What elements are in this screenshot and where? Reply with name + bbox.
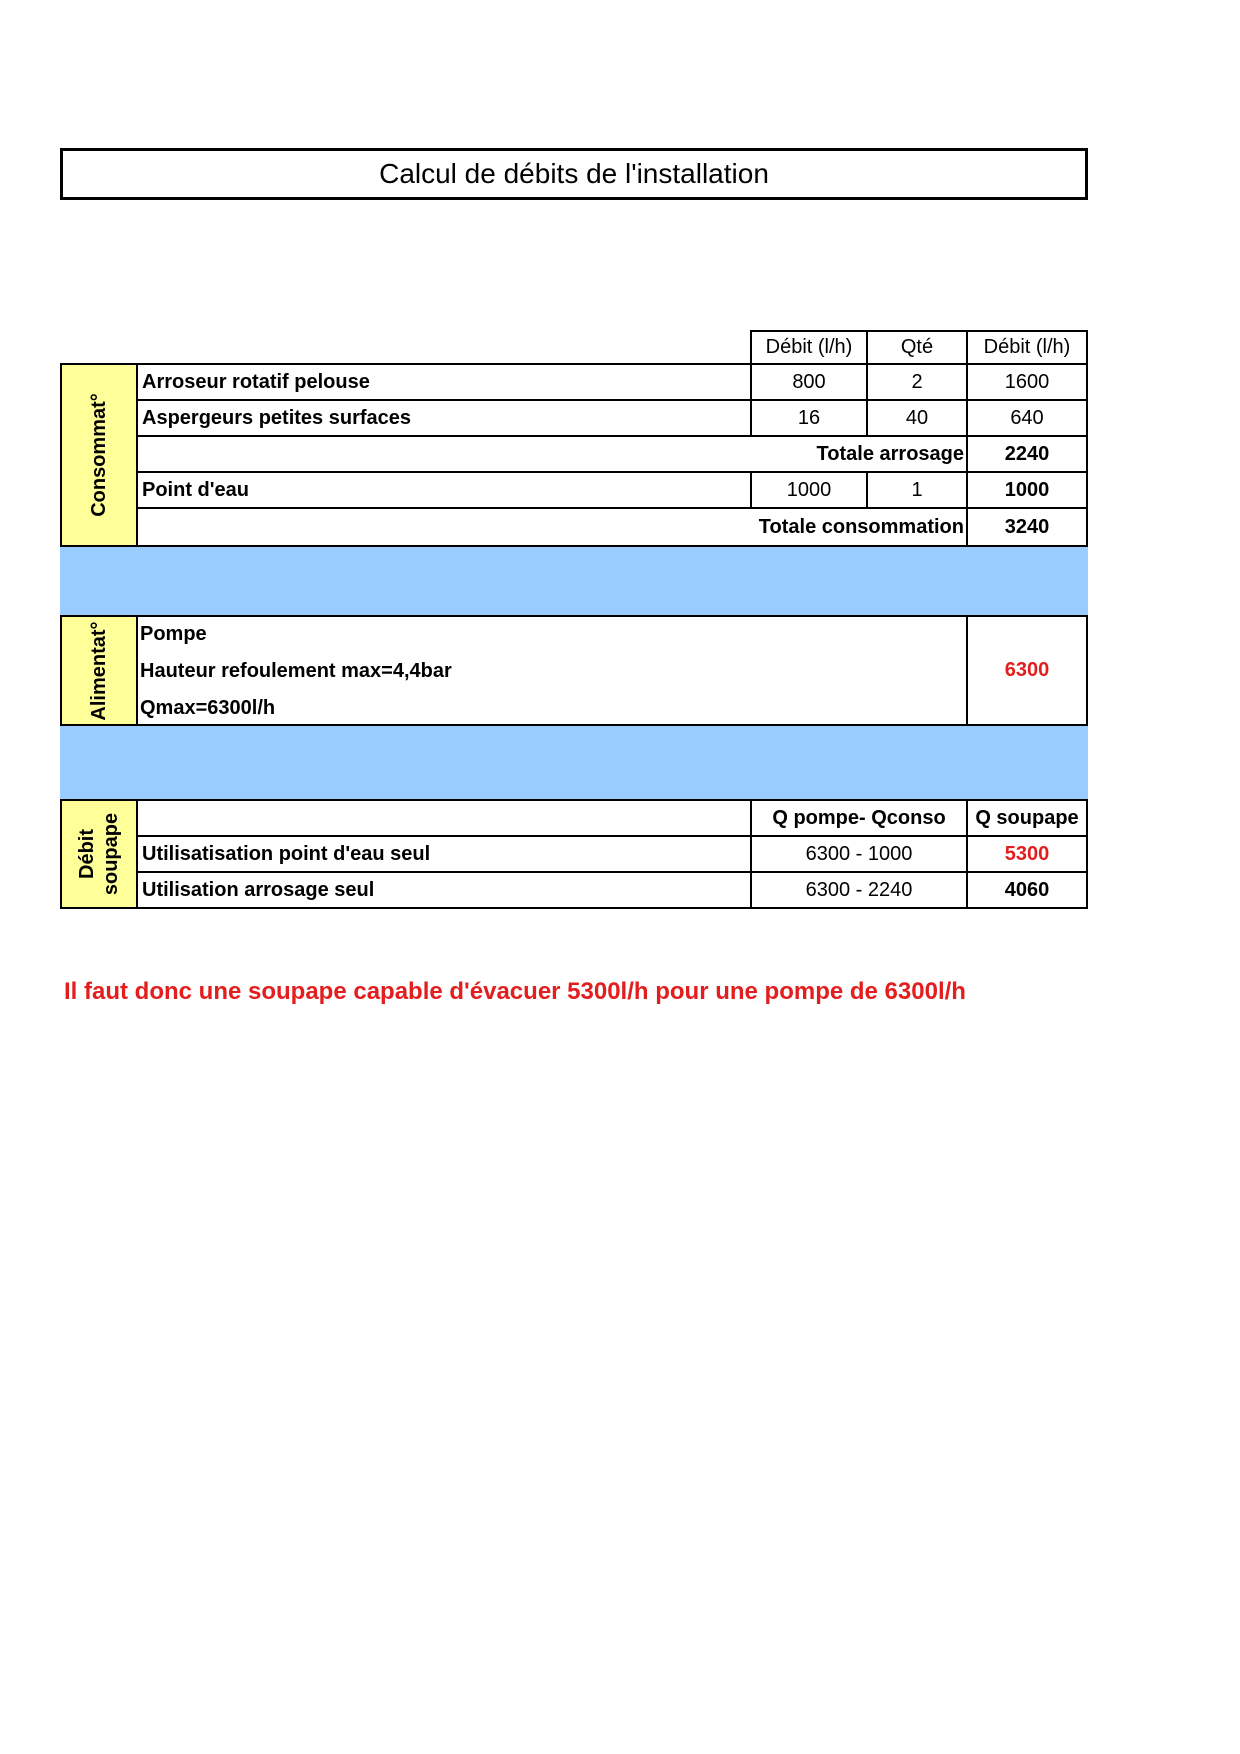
totale-conso-label: Totale consommation: [136, 507, 968, 547]
totale-conso-value: 3240: [966, 507, 1088, 547]
soupape-row-arrosage-result: 4060: [966, 871, 1088, 909]
alimentation-line-qmax: Qmax=6300l/h: [140, 697, 276, 719]
row-point-eau-label: Point d'eau: [136, 471, 752, 509]
row-arroseur-debit: 800: [750, 363, 868, 401]
soupape-row-arrosage-label: Utilisation arrosage seul: [136, 871, 752, 909]
row-point-eau-qte: 1: [866, 471, 968, 509]
soupape-row-point-eau-label: Utilisatisation point d'eau seul: [136, 835, 752, 873]
row-arroseur-qte: 2: [866, 363, 968, 401]
header-qte: Qté: [866, 330, 968, 365]
soupape-header-result: Q soupape: [966, 799, 1088, 837]
alimentation-line-pompe: Pompe: [140, 623, 207, 645]
section-label-consommation: [60, 363, 138, 547]
section-label-debit-soupape-text: [75, 813, 123, 895]
section-label-alimentation-text: Alimentat°: [88, 620, 110, 721]
row-aspergeurs-label: Aspergeurs petites surfaces: [136, 399, 752, 437]
alimentation-value: 6300: [966, 615, 1088, 726]
header-debit-total: Débit (l/h): [966, 330, 1088, 365]
row-aspergeurs-total: 640: [966, 399, 1088, 437]
header-debit-unit: Débit (l/h): [750, 330, 868, 365]
separator-band: [60, 726, 1088, 799]
soupape-header-calc: Q pompe- Qconso: [750, 799, 968, 837]
soupape-row-arrosage-calc: 6300 - 2240: [750, 871, 968, 909]
row-arroseur-label: Arroseur rotatif pelouse: [136, 363, 752, 401]
soupape-header-empty: [136, 799, 752, 837]
section-label-debit-soupape-line2: soupape: [100, 812, 122, 896]
section-label-debit-soupape-line1: Débit: [76, 829, 98, 879]
totale-arrosage-value: 2240: [966, 435, 1088, 473]
row-point-eau-debit: 1000: [750, 471, 868, 509]
row-arroseur-total: 1600: [966, 363, 1088, 401]
soupape-row-point-eau-result: 5300: [966, 835, 1088, 873]
row-aspergeurs-debit: 16: [750, 399, 868, 437]
page-title: Calcul de débits de l'installation: [60, 148, 1088, 200]
alimentation-line-hauteur: Hauteur refoulement max=4,4bar: [140, 660, 452, 682]
conclusion-text: Il faut donc une soupape capable d'évacuer 5300l/h pour une pompe de 6300l/h: [64, 978, 966, 1005]
totale-arrosage-label: Totale arrosage: [136, 435, 968, 473]
section-label-debit-soupape: [60, 799, 138, 909]
soupape-row-point-eau-calc: 6300 - 1000: [750, 835, 968, 873]
separator-band: [60, 547, 1088, 615]
row-point-eau-total: 1000: [966, 471, 1088, 509]
section-label-consommation-text: Consommat°: [88, 393, 110, 517]
section-label-alimentation: [60, 615, 138, 726]
row-aspergeurs-qte: 40: [866, 399, 968, 437]
